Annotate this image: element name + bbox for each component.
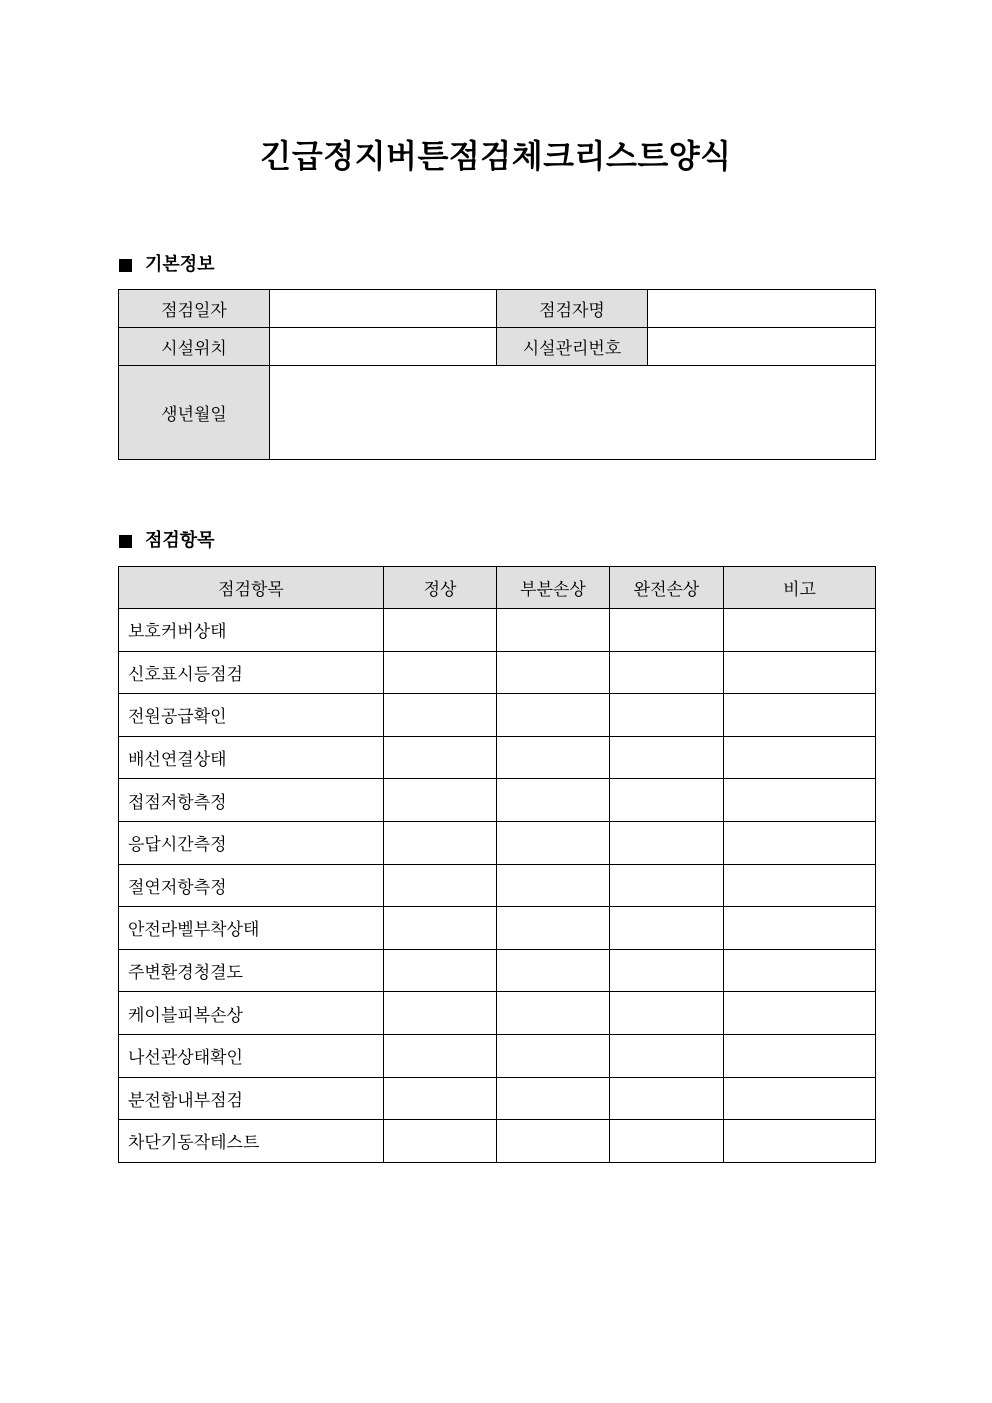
square-bullet-icon <box>119 259 132 272</box>
facility-id-label: 시설관리번호 <box>497 328 648 366</box>
facility-location-label: 시설위치 <box>119 328 270 366</box>
remarks-cell[interactable] <box>724 907 876 950</box>
item-label: 전원공급확인 <box>119 694 384 737</box>
partial-damage-cell[interactable] <box>497 779 610 822</box>
inspection-heading <box>119 529 215 553</box>
remarks-cell[interactable] <box>724 1120 876 1163</box>
basic-info-row <box>119 366 876 460</box>
basic-info-row <box>119 328 876 366</box>
table-row <box>119 694 876 737</box>
table-row <box>119 949 876 992</box>
item-label: 안전라벨부착상태 <box>119 907 384 950</box>
partial-damage-cell[interactable] <box>497 821 610 864</box>
partial-damage-cell[interactable] <box>497 907 610 950</box>
item-label: 차단기동작테스트 <box>119 1120 384 1163</box>
item-label: 신호표시등점검 <box>119 651 384 694</box>
inspection-date-label: 점검일자 <box>119 290 270 328</box>
item-label: 접점저항측정 <box>119 779 384 822</box>
remarks-cell[interactable] <box>724 609 876 652</box>
table-row <box>119 1034 876 1077</box>
table-row <box>119 821 876 864</box>
remarks-cell[interactable] <box>724 1077 876 1120</box>
normal-cell[interactable] <box>384 864 497 907</box>
partial-damage-cell[interactable] <box>497 992 610 1035</box>
column-header-item: 점검항목 <box>119 567 384 609</box>
total-damage-cell[interactable] <box>610 949 724 992</box>
inspection-header-row <box>119 567 876 609</box>
remarks-cell[interactable] <box>724 864 876 907</box>
total-damage-cell[interactable] <box>610 864 724 907</box>
partial-damage-cell[interactable] <box>497 864 610 907</box>
partial-damage-cell[interactable] <box>497 1120 610 1163</box>
basic-info-heading <box>119 253 215 277</box>
inspector-name-field[interactable] <box>648 290 876 328</box>
item-label: 배선연결상태 <box>119 736 384 779</box>
normal-cell[interactable] <box>384 736 497 779</box>
partial-damage-cell[interactable] <box>497 736 610 779</box>
remarks-cell[interactable] <box>724 992 876 1035</box>
remarks-cell[interactable] <box>724 736 876 779</box>
total-damage-cell[interactable] <box>610 609 724 652</box>
partial-damage-cell[interactable] <box>497 1034 610 1077</box>
partial-damage-cell[interactable] <box>497 1077 610 1120</box>
normal-cell[interactable] <box>384 907 497 950</box>
normal-cell[interactable] <box>384 1120 497 1163</box>
column-header-total-damage: 완전손상 <box>610 567 724 609</box>
item-label: 응답시간측정 <box>119 821 384 864</box>
table-row <box>119 864 876 907</box>
partial-damage-cell[interactable] <box>497 694 610 737</box>
remarks-cell[interactable] <box>724 694 876 737</box>
total-damage-cell[interactable] <box>610 736 724 779</box>
table-row <box>119 1077 876 1120</box>
normal-cell[interactable] <box>384 992 497 1035</box>
normal-cell[interactable] <box>384 694 497 737</box>
partial-damage-cell[interactable] <box>497 949 610 992</box>
basic-info-row <box>119 290 876 328</box>
item-label: 케이블피복손상 <box>119 992 384 1035</box>
total-damage-cell[interactable] <box>610 1120 724 1163</box>
table-row <box>119 779 876 822</box>
column-header-partial-damage: 부분손상 <box>497 567 610 609</box>
partial-damage-cell[interactable] <box>497 651 610 694</box>
normal-cell[interactable] <box>384 779 497 822</box>
normal-cell[interactable] <box>384 1034 497 1077</box>
table-row <box>119 907 876 950</box>
total-damage-cell[interactable] <box>610 1077 724 1120</box>
total-damage-cell[interactable] <box>610 907 724 950</box>
basic-info-table <box>118 289 876 460</box>
item-label: 보호커버상태 <box>119 609 384 652</box>
facility-id-field[interactable] <box>648 328 876 366</box>
birth-date-label: 생년월일 <box>119 366 270 460</box>
remarks-cell[interactable] <box>724 821 876 864</box>
partial-damage-cell[interactable] <box>497 609 610 652</box>
normal-cell[interactable] <box>384 949 497 992</box>
remarks-cell[interactable] <box>724 1034 876 1077</box>
table-row <box>119 992 876 1035</box>
remarks-cell[interactable] <box>724 651 876 694</box>
total-damage-cell[interactable] <box>610 1034 724 1077</box>
normal-cell[interactable] <box>384 821 497 864</box>
remarks-cell[interactable] <box>724 779 876 822</box>
total-damage-cell[interactable] <box>610 694 724 737</box>
total-damage-cell[interactable] <box>610 992 724 1035</box>
item-label: 나선관상태확인 <box>119 1034 384 1077</box>
column-header-remarks: 비고 <box>724 567 876 609</box>
total-damage-cell[interactable] <box>610 779 724 822</box>
total-damage-cell[interactable] <box>610 821 724 864</box>
inspector-name-label: 점검자명 <box>497 290 648 328</box>
birth-date-field[interactable] <box>270 366 876 460</box>
table-row <box>119 736 876 779</box>
table-row <box>119 1120 876 1163</box>
normal-cell[interactable] <box>384 609 497 652</box>
item-label: 절연저항측정 <box>119 864 384 907</box>
facility-location-field[interactable] <box>270 328 497 366</box>
page-title: 긴급정지버튼점검체크리스트양식 <box>260 137 732 175</box>
item-label: 분전함내부점검 <box>119 1077 384 1120</box>
normal-cell[interactable] <box>384 651 497 694</box>
inspection-table <box>118 566 876 1163</box>
table-row <box>119 609 876 652</box>
total-damage-cell[interactable] <box>610 651 724 694</box>
table-row <box>119 651 876 694</box>
item-label: 주변환경청결도 <box>119 949 384 992</box>
normal-cell[interactable] <box>384 1077 497 1120</box>
square-bullet-icon <box>119 535 132 548</box>
inspection-date-field[interactable] <box>270 290 497 328</box>
basic-info-heading-text: 기본정보 <box>145 254 215 275</box>
column-header-normal: 정상 <box>384 567 497 609</box>
remarks-cell[interactable] <box>724 949 876 992</box>
inspection-heading-text: 점검항목 <box>145 530 215 551</box>
